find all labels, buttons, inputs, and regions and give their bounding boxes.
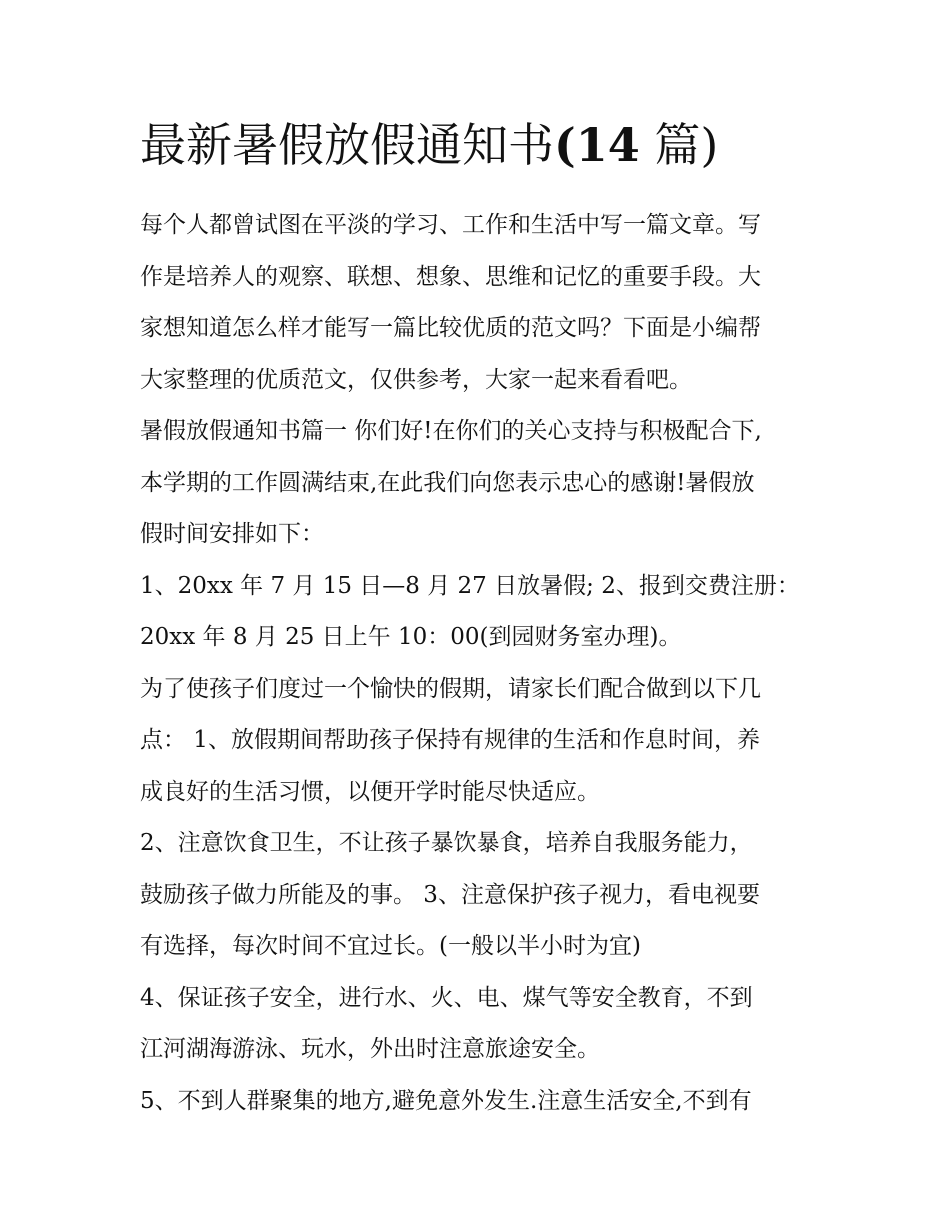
title-tail-text: 篇) xyxy=(654,118,719,172)
body-line: 暑假放假通知书篇一 你们好!在你们的关心支持与积极配合下, xyxy=(140,418,762,444)
body-line: 4、保证孩子安全，进行水、火、电、煤气等安全教育，不到 xyxy=(140,984,753,1011)
body-line: 点： 1、放假期间帮助孩子保持有规律的生活和作息时间，养 xyxy=(140,727,760,753)
body-line: 2、注意饮食卫生，不让孩子暴饮暴食，培养自我服务能力， xyxy=(140,830,753,856)
document-title xyxy=(140,112,718,178)
title-main-text: 最新暑假放假通知书 xyxy=(140,118,554,172)
body-line: 作是培养人的观察、联想、想象、思维和记忆的重要手段。大 xyxy=(140,263,761,290)
body-line: 为了使孩子们度过一个愉快的假期，请家长们配合做到以下几 xyxy=(140,675,761,702)
document-body xyxy=(140,200,820,1127)
body-line: 大家整理的优质范文，仅供参考，大家一起来看看吧。 xyxy=(140,366,692,393)
body-line: 江河湖海游泳、玩水，外出时注意旅途安全。 xyxy=(140,1036,600,1062)
body-line: 成良好的生活习惯，以便开学时能尽快适应。 xyxy=(140,778,600,805)
body-line: 1、20xx 年 7 月 15 日—8 月 27 日放暑假; 2、报到交费注册： xyxy=(140,572,800,599)
body-line: 20xx 年 8 月 25 日上午 10：00(到园财务室办理)。 xyxy=(140,624,682,650)
body-line: 每个人都曾试图在平淡的学习、工作和生活中写一篇文章。写 xyxy=(140,212,761,238)
body-line: 假时间安排如下： xyxy=(140,521,324,547)
body-line: 5、不到人群聚集的地方,避免意外发生.注意生活安全,不到有 xyxy=(140,1087,752,1114)
title-count-text: (14 xyxy=(554,118,640,172)
body-line: 有选择，每次时间不宜过长。(一般以半小时为宜) xyxy=(140,933,641,959)
body-line: 本学期的工作圆满结束,在此我们向您表示忠心的感谢!暑假放 xyxy=(140,469,755,496)
body-line: 家想知道怎么样才能写一篇比较优质的范文吗？下面是小编帮 xyxy=(140,315,761,341)
body-line: 鼓励孩子做力所能及的事。 3、注意保护孩子视力，看电视要 xyxy=(140,881,760,908)
